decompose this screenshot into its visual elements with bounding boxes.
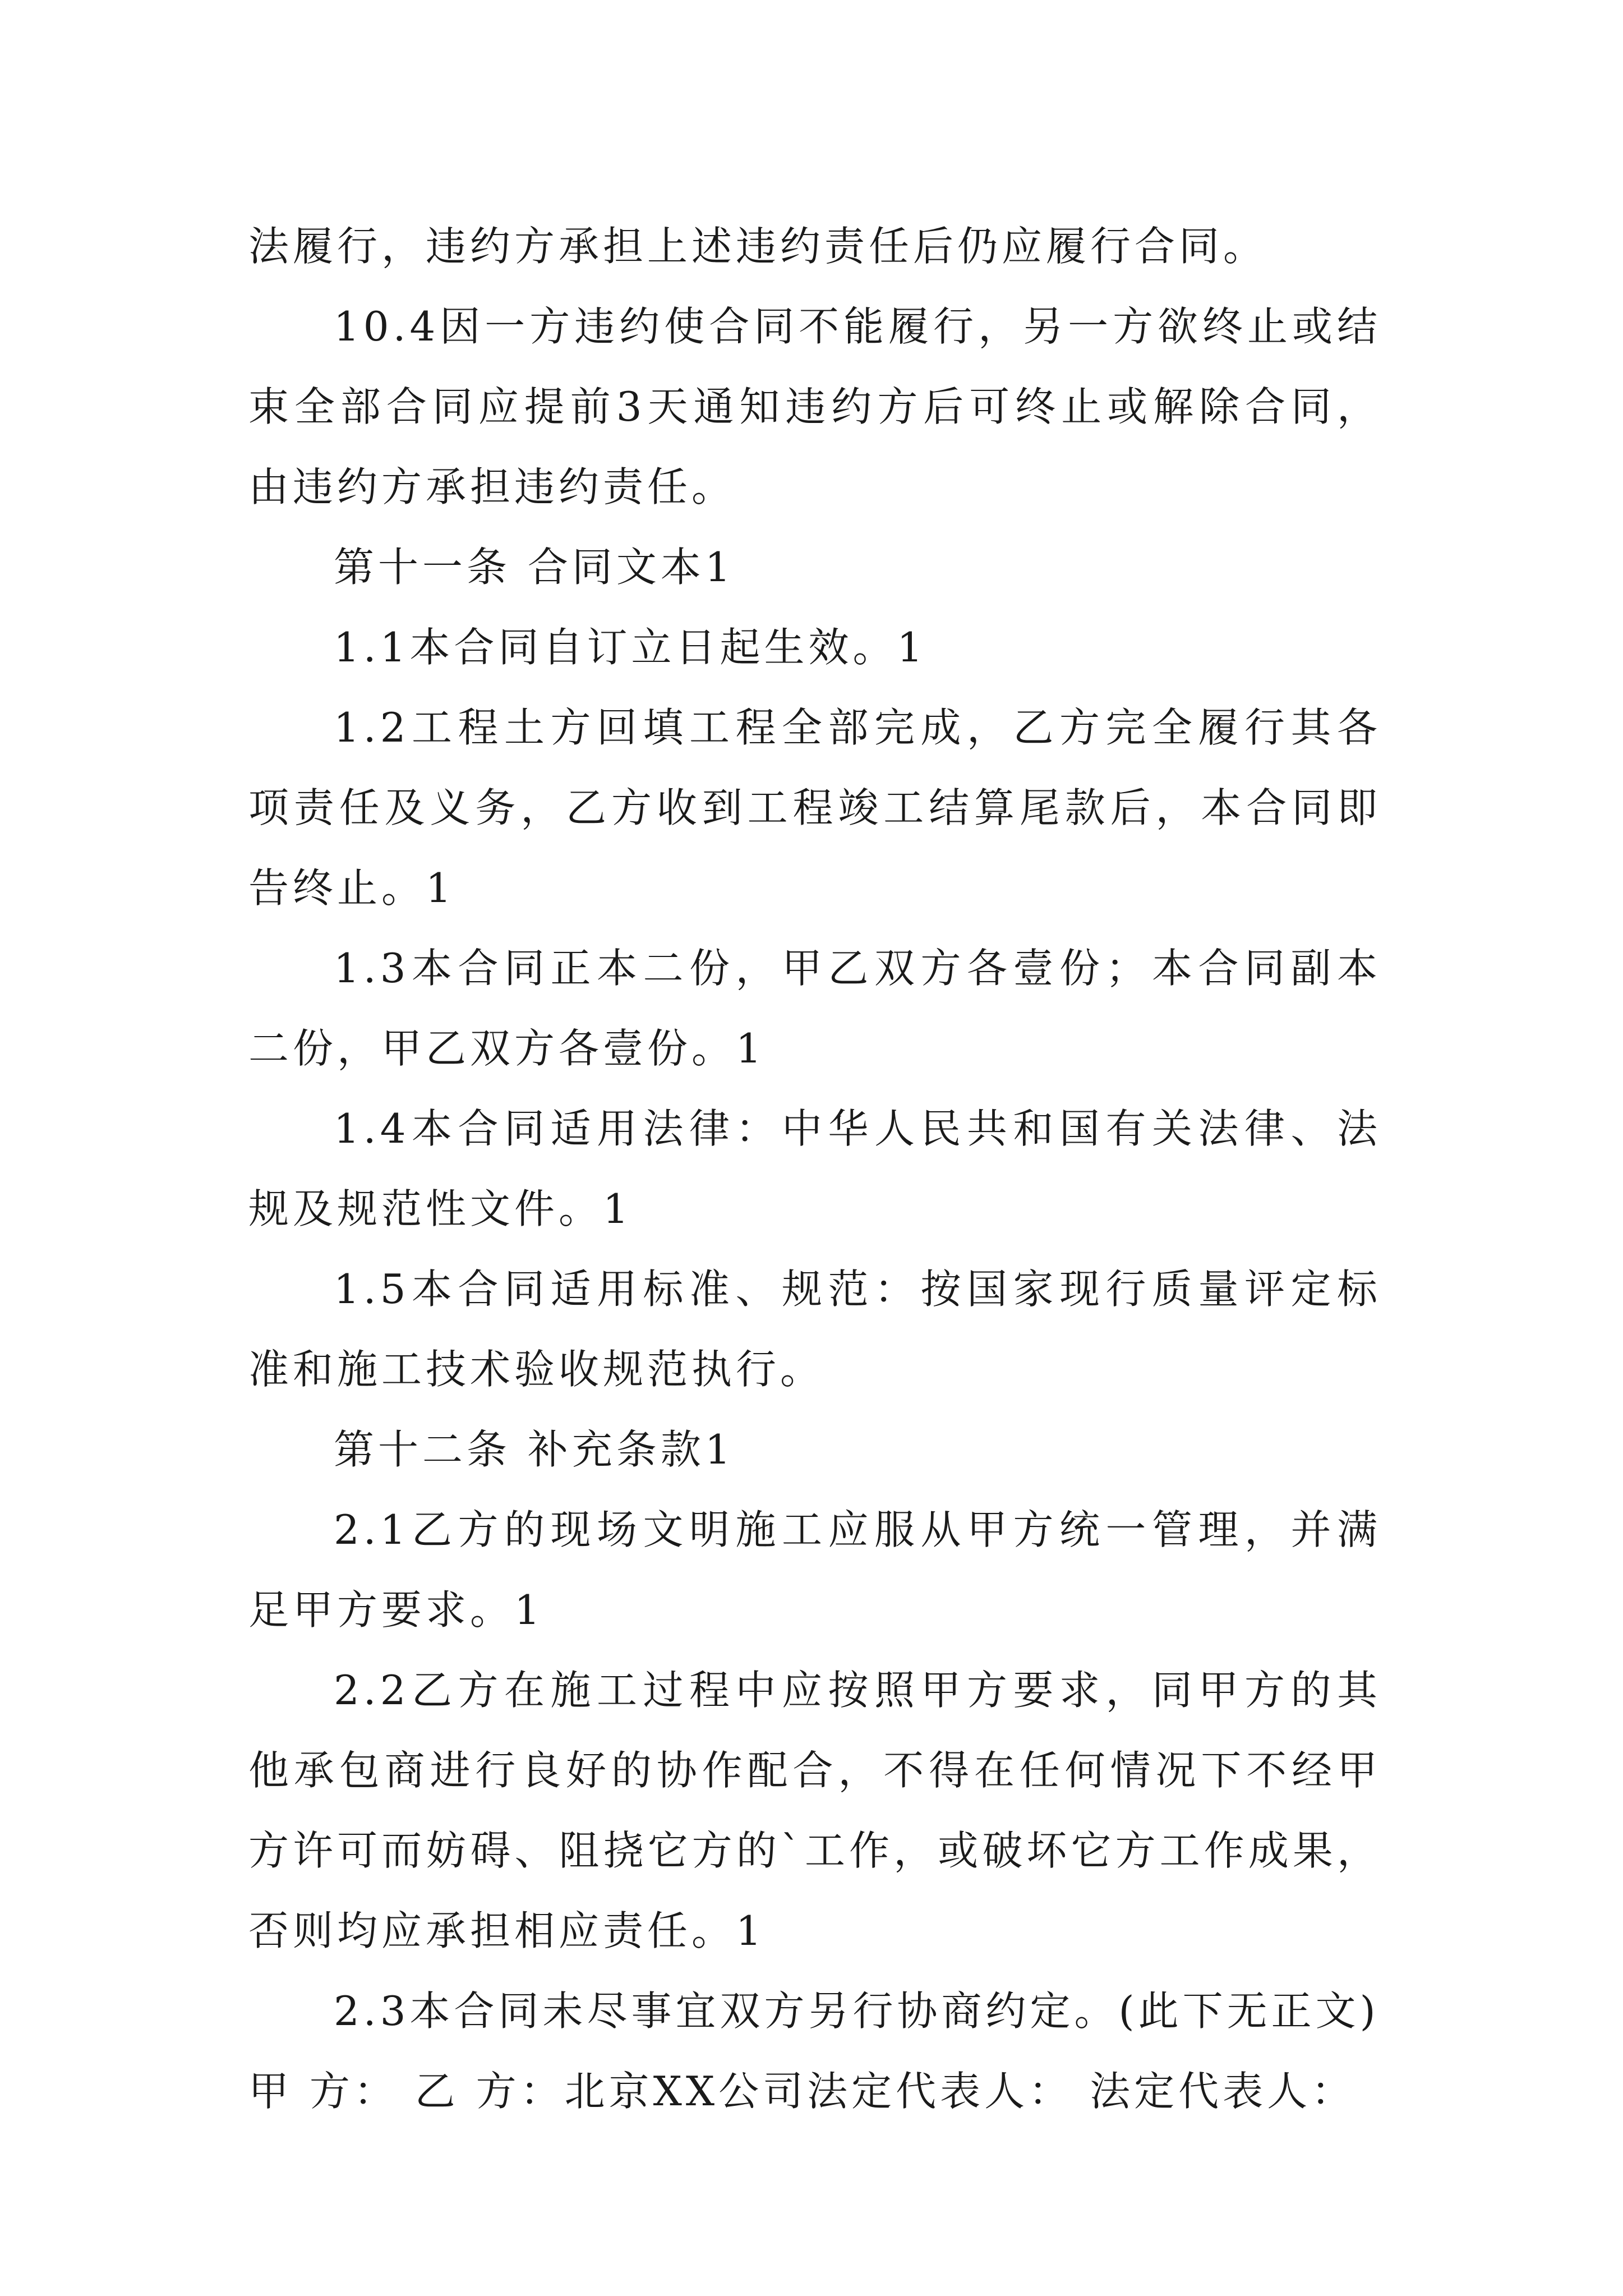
document-body <box>248 206 1381 2132</box>
clause-2-3: 2.3本合同未尽事宜双方另行协商约定。(此下无正文) <box>334 1987 1380 2035</box>
clause-1-3: 1.3本合同正本二份，甲乙双方各壹份；本合同副本二份，甲乙双方各壹份。1 <box>248 945 1381 1072</box>
clause-1-5: 1.5本合同适用标准、规范：按国家现行质量评定标准和施工技术验收规范执行。 <box>248 1266 1381 1393</box>
paragraph-continuation: 法履行，违约方承担上述违约责任后仍应履行合同。 <box>248 223 1268 270</box>
clause-1-4: 1.4本合同适用法律：中华人民共和国有关法律、法规及规范性文件。1 <box>248 1105 1381 1232</box>
clause-1-2: 1.2工程土方回填工程全部完成，乙方完全履行其各项责任及义务，乙方收到工程竣工结算尾款后，本合同即告终止。1 <box>248 704 1381 912</box>
clause-1-1: 1.1本合同自订立日起生效。1 <box>334 624 927 671</box>
clause-2-2: 2.2乙方在施工过程中应按照甲方要求，同甲方的其他承包商进行良好的协作配合，不得在任何情况下不经甲方许可而妨碍、阻挠它方的`工作，或破坏它方工作成果，否则均应承担相应责任。1 <box>248 1667 1381 1954</box>
article-12-heading: 第十二条 补充条款1 <box>334 1426 735 1473</box>
paragraph-10-4: 10.4因一方违约使合同不能履行，另一方欲终止或结束全部合同应提前3天通知违约方后可终止或解除合同，由违约方承担违约责任。 <box>248 303 1381 510</box>
signature-line: 甲 方： 乙 方：北京XX公司法定代表人： 法定代表人： <box>248 2068 1356 2115</box>
clause-2-1: 2.1乙方的现场文明施工应服从甲方统一管理，并满足甲方要求。1 <box>248 1506 1381 1634</box>
article-11-heading: 第十一条 合同文本1 <box>334 544 735 591</box>
